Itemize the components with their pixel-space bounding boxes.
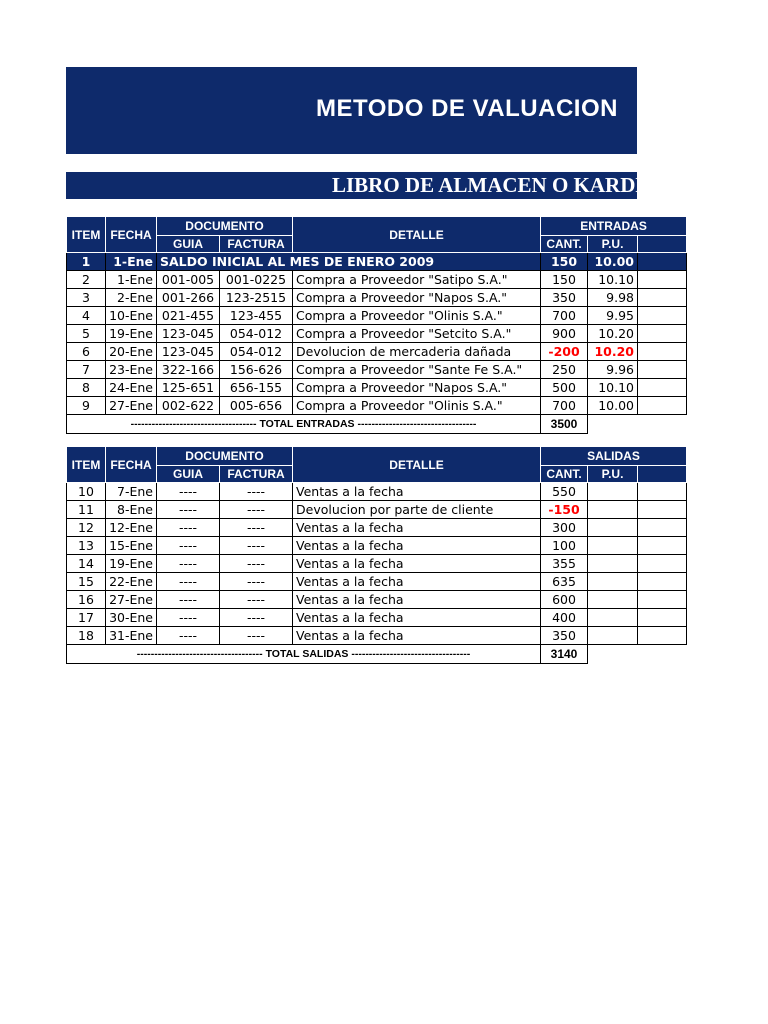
cell-pu: 10.20	[588, 325, 638, 343]
cell-detalle: Ventas a la fecha	[293, 609, 541, 627]
header-fecha: FECHA	[106, 217, 157, 253]
header-fecha: FECHA	[106, 447, 157, 483]
cell-detalle: Ventas a la fecha	[293, 573, 541, 591]
cell-pu	[588, 591, 638, 609]
table-row	[67, 271, 687, 289]
cell-pu	[588, 609, 638, 627]
cell-detalle: Devolucion de mercaderia dañada	[293, 343, 541, 361]
header-pu: P.U.	[588, 236, 638, 253]
cell-detalle: Compra a Proveedor "Setcito S.A."	[293, 325, 541, 343]
cell-pu	[588, 519, 638, 537]
cell-detalle: Compra a Proveedor "Napos S.A."	[293, 379, 541, 397]
cell-cant: 150	[541, 271, 588, 289]
salidas-table	[66, 446, 687, 664]
table-row	[67, 379, 687, 397]
cell-guia: 125-651	[157, 379, 220, 397]
total-value: 3140	[541, 645, 588, 664]
cell-fecha: 19-Ene	[106, 555, 157, 573]
cell-factura: 001-0225	[220, 271, 293, 289]
cell-guia: ----	[157, 519, 220, 537]
salidas-table-wrap	[66, 446, 640, 664]
entradas-table	[66, 216, 687, 434]
header-salidas: SALIDAS	[541, 447, 687, 466]
cell-extra	[638, 555, 687, 573]
cell-extra	[638, 325, 687, 343]
cell-fecha: 30-Ene	[106, 609, 157, 627]
cell-cant: 635	[541, 573, 588, 591]
cell-pu	[588, 555, 638, 573]
cell-cant: 700	[541, 397, 588, 415]
cell-detalle: Ventas a la fecha	[293, 483, 541, 501]
cell-fecha: 27-Ene	[106, 591, 157, 609]
cell-factura: 054-012	[220, 343, 293, 361]
header-item: ITEM	[67, 217, 106, 253]
cell-pu: 10.00	[588, 253, 638, 271]
cell-fecha: 7-Ene	[106, 483, 157, 501]
cell-cant: 900	[541, 325, 588, 343]
cell-factura: ----	[220, 591, 293, 609]
cell-fecha: 27-Ene	[106, 397, 157, 415]
table-row	[67, 307, 687, 325]
cell-factura: 005-656	[220, 397, 293, 415]
header-entradas: ENTRADAS	[541, 217, 687, 236]
cell-guia: ----	[157, 609, 220, 627]
cell-fecha: 1-Ene	[106, 253, 157, 271]
total-row	[67, 415, 687, 434]
cell-guia: 021-455	[157, 307, 220, 325]
cell-extra	[638, 307, 687, 325]
cell-cant: -200	[541, 343, 588, 361]
cell-fecha: 20-Ene	[106, 343, 157, 361]
cell-extra	[638, 271, 687, 289]
cell-item: 17	[67, 609, 106, 627]
page-subtitle: LIBRO DE ALMACEN O KARDEX	[332, 173, 665, 197]
cell-detalle: Ventas a la fecha	[293, 591, 541, 609]
cell-fecha: 15-Ene	[106, 537, 157, 555]
cell-fecha: 10-Ene	[106, 307, 157, 325]
cell-fecha: 22-Ene	[106, 573, 157, 591]
cell-pu	[588, 573, 638, 591]
cell-extra	[638, 537, 687, 555]
cell-guia: ----	[157, 591, 220, 609]
cell-fecha: 2-Ene	[106, 289, 157, 307]
table-row	[67, 361, 687, 379]
table-row	[67, 519, 687, 537]
cell-cant: 550	[541, 483, 588, 501]
cell-item: 2	[67, 271, 106, 289]
cell-item: 16	[67, 591, 106, 609]
header-cant: CANT.	[541, 466, 588, 483]
cell-item: 9	[67, 397, 106, 415]
cell-item: 13	[67, 537, 106, 555]
cell-item: 7	[67, 361, 106, 379]
cell-factura: ----	[220, 483, 293, 501]
cell-cant: 350	[541, 627, 588, 645]
cell-cant: -150	[541, 501, 588, 519]
cell-extra	[638, 253, 687, 271]
page-title: METODO DE VALUACION	[316, 95, 618, 122]
cell-extra	[638, 289, 687, 307]
cell-detalle: Ventas a la fecha	[293, 519, 541, 537]
cell-extra	[588, 645, 638, 664]
cell-guia: ----	[157, 501, 220, 519]
cell-guia: ----	[157, 555, 220, 573]
header-cant: CANT.	[541, 236, 588, 253]
cell-cant: 500	[541, 379, 588, 397]
cell-cant: 355	[541, 555, 588, 573]
cell-item: 12	[67, 519, 106, 537]
cell-cant: 150	[541, 253, 588, 271]
cell-factura: ----	[220, 501, 293, 519]
title-banner	[66, 67, 637, 154]
cell-pu	[588, 537, 638, 555]
header-guia: GUIA	[157, 236, 220, 253]
cell-pu	[588, 483, 638, 501]
cell-guia: 322-166	[157, 361, 220, 379]
cell-detalle: Ventas a la fecha	[293, 555, 541, 573]
cell-factura: 054-012	[220, 325, 293, 343]
cell-guia: ----	[157, 537, 220, 555]
table-row	[67, 483, 687, 501]
cell-factura: ----	[220, 555, 293, 573]
cell-item: 15	[67, 573, 106, 591]
cell-item: 1	[67, 253, 106, 271]
header-item: ITEM	[67, 447, 106, 483]
header-guia: GUIA	[157, 466, 220, 483]
cell-fecha: 8-Ene	[106, 501, 157, 519]
subtitle-bar	[66, 172, 665, 199]
cell-detalle: Compra a Proveedor "Olinis S.A."	[293, 307, 541, 325]
cell-extra	[638, 519, 687, 537]
cell-pu: 10.10	[588, 379, 638, 397]
cell-extra	[638, 343, 687, 361]
total-label: ------------------------------------ TOTAL ENTRADAS ----------------------------------	[67, 415, 541, 434]
header-detalle: DETALLE	[293, 217, 541, 253]
table-row	[67, 573, 687, 591]
table-row	[67, 591, 687, 609]
cell-item: 14	[67, 555, 106, 573]
cell-factura: ----	[220, 627, 293, 645]
cell-item: 8	[67, 379, 106, 397]
cell-extra	[638, 415, 687, 434]
cell-fecha: 31-Ene	[106, 627, 157, 645]
cell-factura: 156-626	[220, 361, 293, 379]
cell-detalle: Ventas a la fecha	[293, 537, 541, 555]
cell-detalle: SALDO INICIAL AL MES DE ENERO 2009	[157, 253, 541, 271]
cell-fecha: 23-Ene	[106, 361, 157, 379]
header-pu: P.U.	[588, 466, 638, 483]
cell-item: 3	[67, 289, 106, 307]
cell-cant: 250	[541, 361, 588, 379]
cell-extra	[638, 609, 687, 627]
table-row	[67, 289, 687, 307]
table-row	[67, 555, 687, 573]
cell-cant: 600	[541, 591, 588, 609]
cell-extra	[588, 415, 638, 434]
cell-pu: 10.00	[588, 397, 638, 415]
table-row	[67, 609, 687, 627]
cell-fecha: 24-Ene	[106, 379, 157, 397]
cell-detalle: Compra a Proveedor "Sante Fe S.A."	[293, 361, 541, 379]
table-row	[67, 325, 687, 343]
entradas-table-wrap	[66, 216, 647, 434]
cell-guia: ----	[157, 573, 220, 591]
table-row	[67, 343, 687, 361]
header-detalle: DETALLE	[293, 447, 541, 483]
cell-cant: 400	[541, 609, 588, 627]
cell-pu: 9.98	[588, 289, 638, 307]
total-label: ------------------------------------ TOTAL SALIDAS ----------------------------------	[67, 645, 541, 664]
cell-item: 11	[67, 501, 106, 519]
table-row	[67, 397, 687, 415]
header-factura: FACTURA	[220, 466, 293, 483]
cell-pu	[588, 501, 638, 519]
cell-factura: 123-2515	[220, 289, 293, 307]
cell-extra	[638, 501, 687, 519]
header-documento: DOCUMENTO	[157, 217, 293, 236]
cell-pu: 9.95	[588, 307, 638, 325]
table-row	[67, 253, 687, 271]
cell-item: 10	[67, 483, 106, 501]
cell-item: 6	[67, 343, 106, 361]
cell-guia: ----	[157, 483, 220, 501]
cell-cant: 350	[541, 289, 588, 307]
cell-extra	[638, 627, 687, 645]
cell-guia: 001-266	[157, 289, 220, 307]
header-documento: DOCUMENTO	[157, 447, 293, 466]
cell-item: 4	[67, 307, 106, 325]
cell-extra	[638, 483, 687, 501]
cell-extra	[638, 397, 687, 415]
total-value: 3500	[541, 415, 588, 434]
total-row	[67, 645, 687, 664]
cell-detalle: Devolucion por parte de cliente	[293, 501, 541, 519]
cell-detalle: Compra a Proveedor "Satipo S.A."	[293, 271, 541, 289]
cell-guia: ----	[157, 627, 220, 645]
cell-guia: 001-005	[157, 271, 220, 289]
cell-cant: 700	[541, 307, 588, 325]
cell-cant: 100	[541, 537, 588, 555]
table-row	[67, 501, 687, 519]
cell-fecha: 19-Ene	[106, 325, 157, 343]
cell-pu: 10.20	[588, 343, 638, 361]
cell-guia: 123-045	[157, 325, 220, 343]
cell-item: 18	[67, 627, 106, 645]
table-row	[67, 537, 687, 555]
cell-factura: ----	[220, 537, 293, 555]
cell-pu	[588, 627, 638, 645]
header-factura: FACTURA	[220, 236, 293, 253]
cell-detalle: Compra a Proveedor "Olinis S.A."	[293, 397, 541, 415]
cell-extra	[638, 379, 687, 397]
cell-factura: ----	[220, 519, 293, 537]
cell-factura: 123-455	[220, 307, 293, 325]
cell-factura: ----	[220, 573, 293, 591]
cell-extra	[638, 645, 687, 664]
table-row	[67, 627, 687, 645]
cell-pu: 9.96	[588, 361, 638, 379]
cell-extra	[638, 573, 687, 591]
cell-pu: 10.10	[588, 271, 638, 289]
cell-extra	[638, 591, 687, 609]
cell-extra	[638, 361, 687, 379]
cell-factura: 656-155	[220, 379, 293, 397]
cell-guia: 123-045	[157, 343, 220, 361]
cell-fecha: 1-Ene	[106, 271, 157, 289]
cell-fecha: 12-Ene	[106, 519, 157, 537]
cell-factura: ----	[220, 609, 293, 627]
cell-guia: 002-622	[157, 397, 220, 415]
cell-detalle: Compra a Proveedor "Napos S.A."	[293, 289, 541, 307]
cell-item: 5	[67, 325, 106, 343]
cell-cant: 300	[541, 519, 588, 537]
cell-detalle: Ventas a la fecha	[293, 627, 541, 645]
